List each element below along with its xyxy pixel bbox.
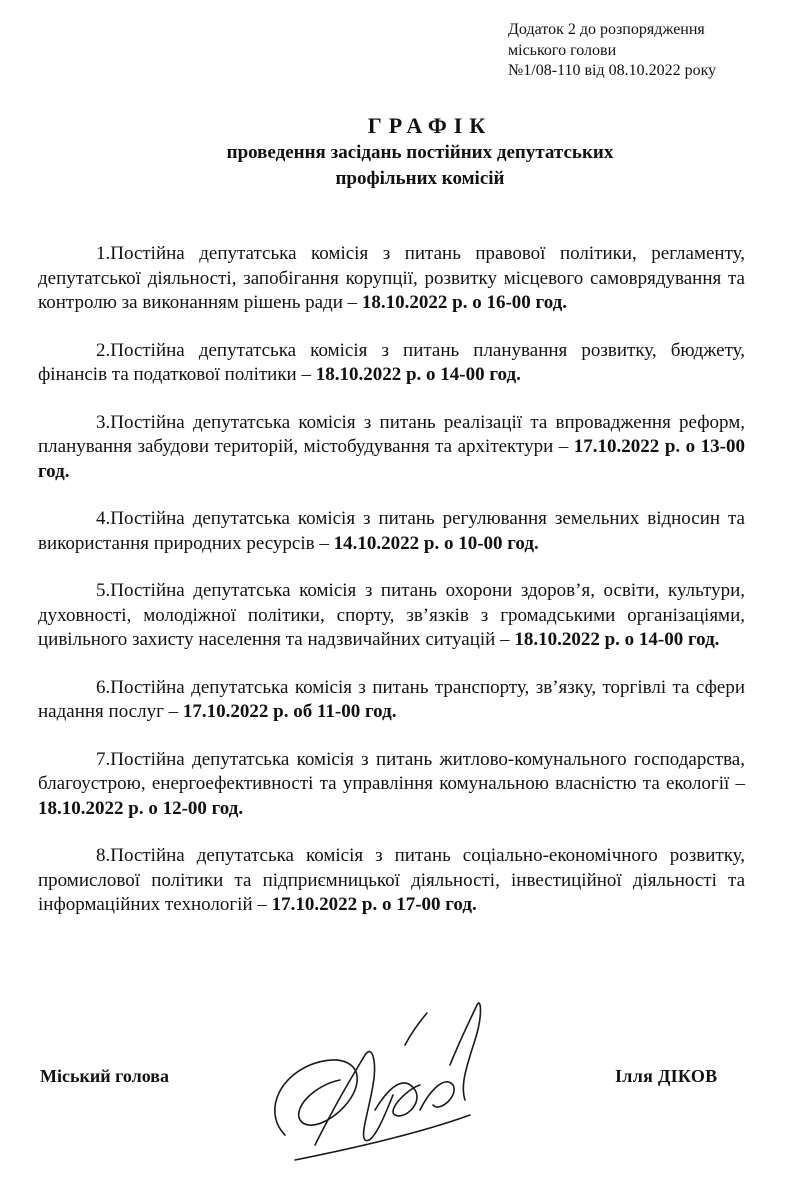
annex-line-1: Додаток 2 до розпорядження — [508, 21, 705, 38]
commission-description: 3.Постійна депутатська комісія з питань реалізації та впровадження реформ, планування забудови територій, містобудування та архітектури – — [38, 411, 745, 457]
document-title: ГРАФІК — [367, 113, 493, 138]
schedule-item — [38, 844, 745, 918]
signature-stroke — [375, 1083, 420, 1116]
commission-description: 5.Постійна депутатська комісія з питань охорони здоров’я, освіти, культури, духовності, молодіжної політики, спорту, зв’язків з громадськими організаціями, цивільного захисту населення та надзвичайних ситуацій – — [38, 580, 745, 650]
signatory-name: Ілля ДІКОВ — [615, 1066, 718, 1086]
meeting-datetime: 17.10.2022 р. о 13-00 год. — [38, 436, 745, 482]
signature-stroke — [420, 1082, 454, 1110]
meeting-datetime: 18.10.2022 р. о 14-00 год. — [514, 629, 720, 650]
schedule-item — [38, 242, 745, 316]
meeting-datetime: 14.10.2022 р. о 10-00 год. — [333, 532, 539, 554]
signature-stroke — [275, 1060, 357, 1135]
meeting-datetime: 17.10.2022 р. о 17-00 год. — [271, 894, 477, 915]
annex-note — [508, 20, 778, 82]
commission-schedule-list — [38, 242, 745, 941]
schedule-item — [38, 339, 745, 388]
commission-description: 1.Постійна депутатська комісія з питань правової політики, регламенту, депутатської діяльності, запобігання корупції, розвитку місцевого самоврядування та контролю за виконанням рішень ради – — [38, 243, 745, 313]
commission-description: 6.Постійна депутатська комісія з питань транспорту, зв’язку, торгівлі та сфери надання послуг – — [38, 676, 745, 722]
schedule-item — [38, 579, 745, 653]
signature-stroke — [295, 1115, 470, 1160]
title-block — [0, 112, 800, 192]
schedule-item — [38, 411, 745, 485]
meeting-datetime: 18.10.2022 р. о 14-00 год. — [315, 364, 521, 385]
document-subtitle-line-2: профільних комісій — [335, 168, 505, 189]
schedule-item — [38, 507, 745, 556]
document-subtitle-line-1: проведення засідань постійних депутатських — [226, 142, 614, 163]
commission-description: 8.Постійна депутатська комісія з питань соціально-економічного розвитку, промислової політики та підприємницької діяльності, інвестиційної діяльності та інформаційних технологій – — [38, 845, 745, 915]
signature-stroke — [450, 1003, 481, 1100]
meeting-datetime: 18.10.2022 р. о 16-00 год. — [361, 292, 568, 313]
signatory-position: Міський голова — [40, 1066, 169, 1086]
commission-description: 2.Постійна депутатська комісія з питань планування розвитку, бюджету, фінансів та податкової політики – — [38, 339, 745, 385]
signature-stroke — [405, 1013, 427, 1045]
commission-description: 4.Постійна депутатська комісія з питань регулювання земельних відносин та використання природних ресурсів – — [38, 508, 745, 554]
annex-line-2: міського голови — [508, 41, 617, 59]
schedule-item — [38, 748, 745, 822]
schedule-item — [38, 676, 745, 725]
meeting-datetime: 18.10.2022 р. о 12-00 год. — [38, 797, 244, 819]
meeting-datetime: 17.10.2022 р. об 11-00 год. — [182, 701, 397, 722]
signature-stroke — [315, 1052, 393, 1145]
annex-line-3: №1/08-110 від 08.10.2022 року — [508, 62, 717, 79]
commission-description: 7.Постійна депутатська комісія з питань житлово-комунального господарства, благоустрою, енергоефективності та управління комунальною власністю та екології – — [38, 748, 745, 794]
handwritten-signature — [255, 985, 505, 1175]
